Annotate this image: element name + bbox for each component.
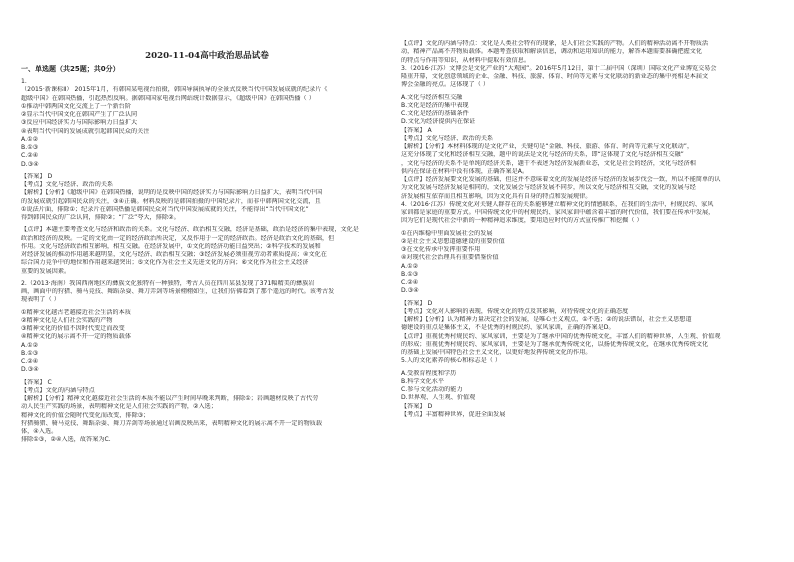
text-line: A.①② bbox=[21, 135, 39, 143]
text-line: 精神文化的价值会随时代变化而改变，排除③； bbox=[21, 411, 150, 419]
text-line: 【解析】【分析】《超级中国》在韩国热播，说明的是反映中国的经济实力与国际影响力日益扩大，表明当代中国 bbox=[21, 189, 323, 197]
text-line: 体，④入选。 bbox=[21, 428, 58, 435]
text-line: 德建设的重点是集体主义，不是优秀的村规民约、家风家训，正确的答案是D。 bbox=[401, 324, 615, 332]
right-column bbox=[401, 40, 773, 419]
text-line: ②是社会主义思想道德建设的重要价值 bbox=[401, 237, 505, 245]
text-line: C.文化是经济的基础条件 bbox=[401, 110, 469, 117]
text-line: ①在内维稳中里面发展社会的发展 bbox=[401, 229, 493, 237]
text-line: A.①② bbox=[401, 262, 419, 270]
text-line: ②显示当代中国文化在韩国产生了广泛认同 bbox=[21, 111, 138, 118]
text-line: ④表明当代中国的发展成就引起韩国民众的关注 bbox=[21, 127, 150, 135]
text-line: 的形成；重视优秀村规民约、家风家训，主要是为了继承优秀传统文化，以扬优秀传统文化，在继承优秀传统文化 bbox=[401, 340, 709, 348]
text-line: 超级中国》在韩国热播，引起热烈反响。据韩国国家电视台网站统计数据显示，《超级中国》在韩国热播（ ） bbox=[21, 94, 315, 102]
text-line: A.文化与经济相互交融 bbox=[401, 93, 463, 101]
text-line: A.①② bbox=[21, 341, 39, 349]
text-line: 【解析】【分析】本材料体现的是文化产业，关键句是“金融、科技、旅游、体育、时尚等元素与文化联动”， bbox=[401, 143, 694, 150]
text-line: B.科学文化水平 bbox=[401, 377, 445, 385]
text-line: D.文化为经济提供内在保证 bbox=[401, 118, 476, 126]
text-line: ③精神文化的价值不因时代变迁而改变 bbox=[21, 325, 125, 332]
text-line: 5.人的文化素养的核心和标志是（ ） bbox=[401, 357, 502, 365]
text-line: 综合国力竞争中的地位和作用越来越突出；⑤文化作为社会主义先进文化的方向；⑥文化作为社会主义经济 bbox=[21, 259, 309, 267]
text-line: 【考点】文化与经济、政治的关系 bbox=[401, 134, 494, 142]
page-title: 2020-11-04高中政治思品试卷 bbox=[145, 51, 269, 61]
text-line: 排除①③，②④入选，故答案为C. bbox=[21, 436, 111, 444]
right-lines bbox=[401, 40, 773, 419]
text-line: 【考点】文化对人影响的表现，传统文化的特点及其影响，对待传统文化的正确态度 bbox=[401, 307, 629, 315]
text-line: 得到韩国民众的广泛认同，排除②；“广泛”夸大，排除②。 bbox=[21, 214, 180, 221]
text-line: 现表明了（ ） bbox=[21, 296, 60, 304]
text-line: 供内在保证在材料中没有体现，正确答案是A。 bbox=[401, 167, 529, 175]
text-line: 家训都是家庭的重要方式。中国传统文化中的村规民约、家风家训中蕴含着丰富的时代价值，我们要在传承中发展， bbox=[401, 209, 715, 216]
text-line: 政治和经济的反映。一定的文化由一定的经济政治所决定，又反作用于一定的经济政治。经济是政治文化的基础，但 bbox=[21, 234, 335, 242]
text-line: 【点评】重视优秀村规民约、家风家训，主要是为了继承中国的优秀传统文化，丰富人们的精神世界，人生观、价值观 bbox=[401, 332, 721, 340]
text-line: 为文化发展与经济发展是相同的，文化发展会与经济发展不同步，所以文化与经济相互交融，文化的发展与经 bbox=[401, 184, 696, 192]
text-line: 的基础上发展中国特色社会主义文化，以更好地发挥传统文化的作用。 bbox=[401, 349, 592, 356]
section-heading: 一、单选题（共25题；共0分） bbox=[21, 65, 120, 73]
text-line: ③在文化传承中发挥重要作用 bbox=[401, 246, 481, 253]
text-line: 【答案】 D bbox=[401, 299, 433, 307]
text-line: D.③④ bbox=[21, 366, 39, 374]
text-line: 因为它们是现代社会中新的一种精神追求维度，要用适应时代的方式宣传推广和挖掘（ ） bbox=[401, 217, 643, 225]
text-line: ①说法片面，排除①；纪录片在韩国热播是韩国民众对当代中国发展成就的关注，不能得出“当代中国文化” bbox=[21, 205, 309, 213]
text-line: 的特点与作用等知识，从材料中提取有效信息。 bbox=[401, 56, 531, 64]
text-line: ②精神文化是人们社会实践的产物 bbox=[21, 316, 113, 324]
text-line: 济发展相互依存而且相互影响，因为文化具有自身的特点和发展规律。 bbox=[401, 192, 592, 200]
text-line: B.①③ bbox=[21, 349, 39, 357]
text-line: 隆重开幕，文化创意领域的企业、金融、科技、旅游、体育、时尚等元素与文化联动的新业态的集中亮相是本届文 bbox=[401, 73, 709, 80]
text-line: ④对现代社会治理具有重要借鉴价值 bbox=[401, 254, 499, 262]
left-column bbox=[21, 28, 393, 445]
text-line: C.②④ bbox=[401, 279, 419, 286]
text-line: 【考点】丰富精神世界，促进全面发展 bbox=[401, 410, 506, 418]
text-line: 1. bbox=[21, 78, 27, 85]
text-line: 3.（2016·江苏）文博会是文化产业的“大观园”。2016年5月12日，第十二届中国（深圳）国际文化产业博览交易会 bbox=[401, 64, 717, 72]
text-line: 【点评】本题主要考查文化与经济和政治的关系。文化与经济、政治相互交融，经济是基础，政治是经济的集中表现，文化是 bbox=[21, 226, 359, 234]
text-line: 动，精神产品离不开物质载体。本题考查获取和解读信息，调动和运用知识的能力，解答本题需要准确把握文化 bbox=[401, 48, 703, 56]
text-line: 对经济发展的推动作用越来越明显，文化与经济、政治相互交融；③经济发展必须重视劳动者素质提高；④文化在 bbox=[21, 251, 327, 258]
text-line: D.③④ bbox=[401, 287, 419, 295]
text-line: 画，画面中的狩猎、骑马竞技、舞蹈杂耍、舞刀弄剑等场景栩栩如生，让我们仿佛看到了那个遥远的时代。该考古发 bbox=[21, 288, 335, 295]
text-line: （2015·新课标Ⅱ） 2015年1月，有韩国某电视台拍摄，韩国导演执导的全景式反映当代中国发展成就的纪录片《 bbox=[21, 86, 328, 94]
text-line: 重要的发展因素。 bbox=[21, 267, 71, 275]
text-line: 【答案】 D bbox=[21, 172, 53, 180]
text-line: ①推动中韩两国文化交流上了一个新台阶 bbox=[21, 102, 131, 110]
text-line: 【点评】经济发展要文化发展的基础，但这并不意味着文化的发展是经济与经济的发展步伐会一致，所以不能简单的认 bbox=[401, 176, 721, 183]
text-line: 这充分体现了文化和经济相互交融，题中的说法是文化与经济的关系，即“这体现了文化与经济相互交融” bbox=[401, 151, 684, 159]
text-line: 博会金融的亮点。这体现了（ ） bbox=[401, 81, 489, 89]
text-line: ③反应中国经济实力与国际影响力日益扩大 bbox=[21, 119, 138, 127]
text-line: B.①③ bbox=[21, 144, 39, 151]
text-line: 的发展成就引起韩国民众的关注，③④正确。材料反映的是韩国拍摄的中国纪录片，而非中韩两国文化交流，且 bbox=[21, 197, 321, 205]
text-line: 【点评】文化的内涵与特点：文化是人类社会特有的现象，是人们社会实践的产物。人们的精神活动离不开物质活 bbox=[401, 40, 709, 47]
text-line: ，文化与经济的关系不是单纯的经济关系，题干不表述为经济发展新业态，文化是社会的经济，文化与经济相 bbox=[401, 159, 696, 167]
text-line: B.文化是经济的集中表现 bbox=[401, 101, 469, 109]
text-line: 狩猎骑猎、骑马竞技、舞蹈杂耍、舞刀弄剑等场景通过岩画反映出来，表明精神文化的展示离不开一定的物质载 bbox=[21, 419, 323, 427]
text-line: 【考点】文化与经济、政治的关系 bbox=[21, 181, 114, 188]
text-line: 2.（2013·海南）我国西南地区的彝族文化独特有一种独特，考古人员在四川某县发现了371幅精美的彝族岩 bbox=[21, 279, 315, 287]
text-line: D.世界观、人生观、价值观 bbox=[401, 394, 476, 402]
text-line: C.②④ bbox=[21, 358, 39, 365]
text-line: 【答案】 C bbox=[21, 378, 52, 386]
text-line: 【考点】文化的内涵与特点 bbox=[21, 386, 95, 394]
text-line: C.②④ bbox=[21, 152, 39, 160]
text-line: B.①③ bbox=[401, 270, 419, 278]
text-line: 【答案】 A bbox=[401, 126, 432, 134]
text-line: 4.（2016·江苏）传统文化对关键人群存在的关系能够建立精神文化的情感联系，在我们的生活中，村规民约、家风 bbox=[401, 200, 714, 208]
text-line: A.受教育程度和学历 bbox=[401, 369, 457, 377]
text-line: C.参与文化活动的能力 bbox=[401, 386, 463, 393]
text-line: D.③④ bbox=[21, 160, 39, 168]
left-lines bbox=[21, 78, 393, 445]
text-line: ④精神文化的展示离不开一定的物质载体 bbox=[21, 333, 131, 341]
text-line: 作用。文化与经济政治相互影响，相互交融。在经济发展中，①文化的经济功能日益突出；②科学技术的发展和 bbox=[21, 242, 321, 250]
text-line: 【解析】【分析】精神文化越接近社会生活的本质不能以产生时间早晚来判断，排除①；岩画题材反映了古代劳 bbox=[21, 395, 319, 402]
text-line: 【解析】【分析】认为精神力量决定社会的发展，是唯心主义观点，①不选；②的说法错误，社会主义思想道 bbox=[401, 316, 692, 323]
text-line: 动人民生产实践的场景，表明精神文化是人们社会实践的产物，②入选； bbox=[21, 403, 217, 411]
text-line: 【答案】 D bbox=[401, 402, 433, 410]
text-line: ①精神文化越古老越接近社会生活的本质 bbox=[21, 308, 131, 316]
